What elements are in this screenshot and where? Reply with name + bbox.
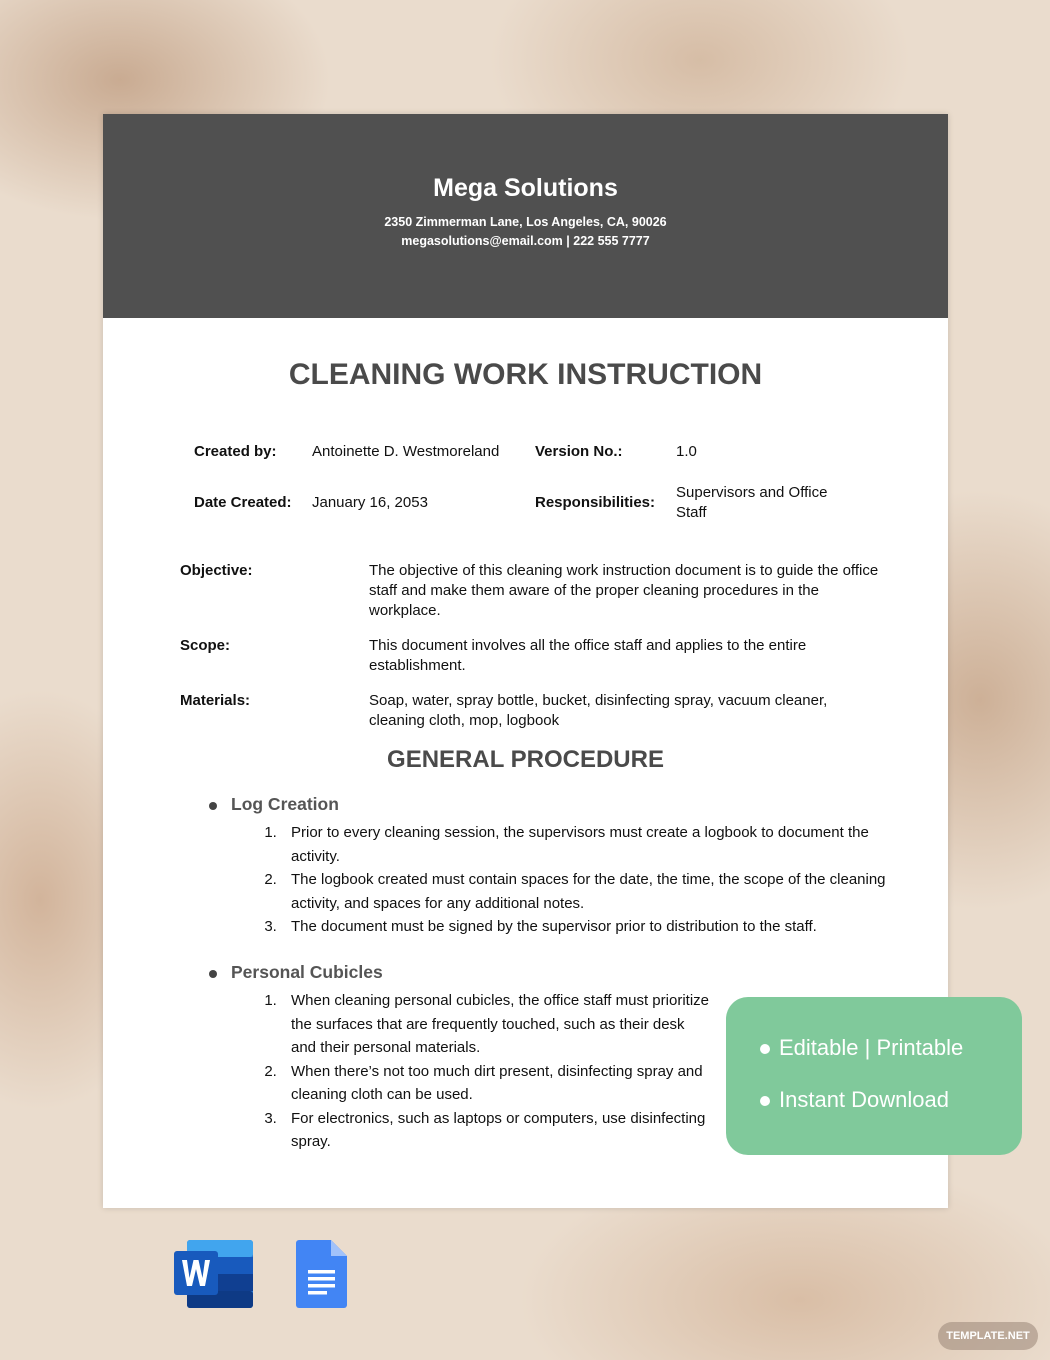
scope-section	[180, 636, 880, 676]
procedure-group-log-creation	[206, 794, 886, 939]
scope-value: This document involves all the office staff and applies to the entire establishment.	[369, 637, 807, 674]
company-contact: megasolutions@email.com | 222 555 7777	[401, 234, 650, 248]
list-item: 2. The logbook created must contain spaces for the date, the time, the scope of the cleaning activity, and spaces for any additional notes.	[281, 868, 886, 915]
company-address: 2350 Zimmerman Lane, Los Angeles, CA, 90026	[384, 215, 667, 229]
date-created-value: January 16, 2053	[312, 494, 428, 511]
feature-download	[760, 1087, 949, 1113]
feature-label: Editable | Printable	[779, 1035, 964, 1060]
list-item: 3. For electronics, such as laptops or computers, use disinfecting spray.	[281, 1107, 711, 1154]
scope-label: Scope:	[180, 637, 231, 654]
version-value: 1.0	[676, 443, 697, 460]
materials-value: Soap, water, spray bottle, bucket, disinfecting spray, vacuum cleaner, cleaning cloth, mop, logbook	[369, 692, 828, 729]
list-item: 2. When there’s not too much dirt present, disinfecting spray and cleaning cloth can be used.	[281, 1060, 711, 1107]
feature-editable	[760, 1035, 963, 1061]
feature-label: Instant Download	[779, 1087, 949, 1112]
created-by-value: Antoinette D. Westmoreland	[312, 443, 500, 460]
materials-label: Materials:	[180, 692, 251, 709]
objective-label: Objective:	[180, 562, 253, 579]
google-docs-icon[interactable]	[295, 1238, 349, 1310]
group-heading: Personal Cubicles	[206, 962, 711, 983]
materials-section	[180, 691, 880, 731]
created-by-label: Created by:	[194, 443, 277, 460]
list-item: 1. Prior to every cleaning session, the supervisors must create a logbook to document the activity.	[281, 821, 886, 868]
procedure-group-personal-cubicles	[206, 962, 711, 1154]
list-item: 1. When cleaning personal cubicles, the office staff must prioritize the surfaces that are frequently touched, such as their desk and their personal materials.	[281, 989, 711, 1060]
bullet-icon	[760, 1044, 770, 1054]
features-badge	[726, 997, 1022, 1155]
list-item: 3. The document must be signed by the supervisor prior to distribution to the staff.	[281, 915, 886, 939]
responsibilities-label: Responsibilities:	[535, 494, 656, 511]
word-icon[interactable]	[173, 1238, 255, 1310]
document-header	[103, 114, 948, 318]
bullet-icon	[760, 1096, 770, 1106]
date-created-label: Date Created:	[194, 494, 292, 511]
group-heading: Log Creation	[206, 794, 886, 815]
responsibilities-value: Supervisors and Office Staff	[676, 484, 828, 521]
watermark-logo: TEMPLATE.NET	[938, 1322, 1038, 1350]
objective-section	[180, 561, 880, 621]
company-name: Mega Solutions	[433, 174, 618, 202]
version-label: Version No.:	[535, 443, 623, 460]
document-title: CLEANING WORK INSTRUCTION	[288, 358, 763, 391]
procedure-title: GENERAL PROCEDURE	[387, 746, 664, 773]
objective-value: The objective of this cleaning work instruction document is to guide the office staff and make them aware of the proper cleaning procedures in the workplace.	[369, 562, 879, 619]
